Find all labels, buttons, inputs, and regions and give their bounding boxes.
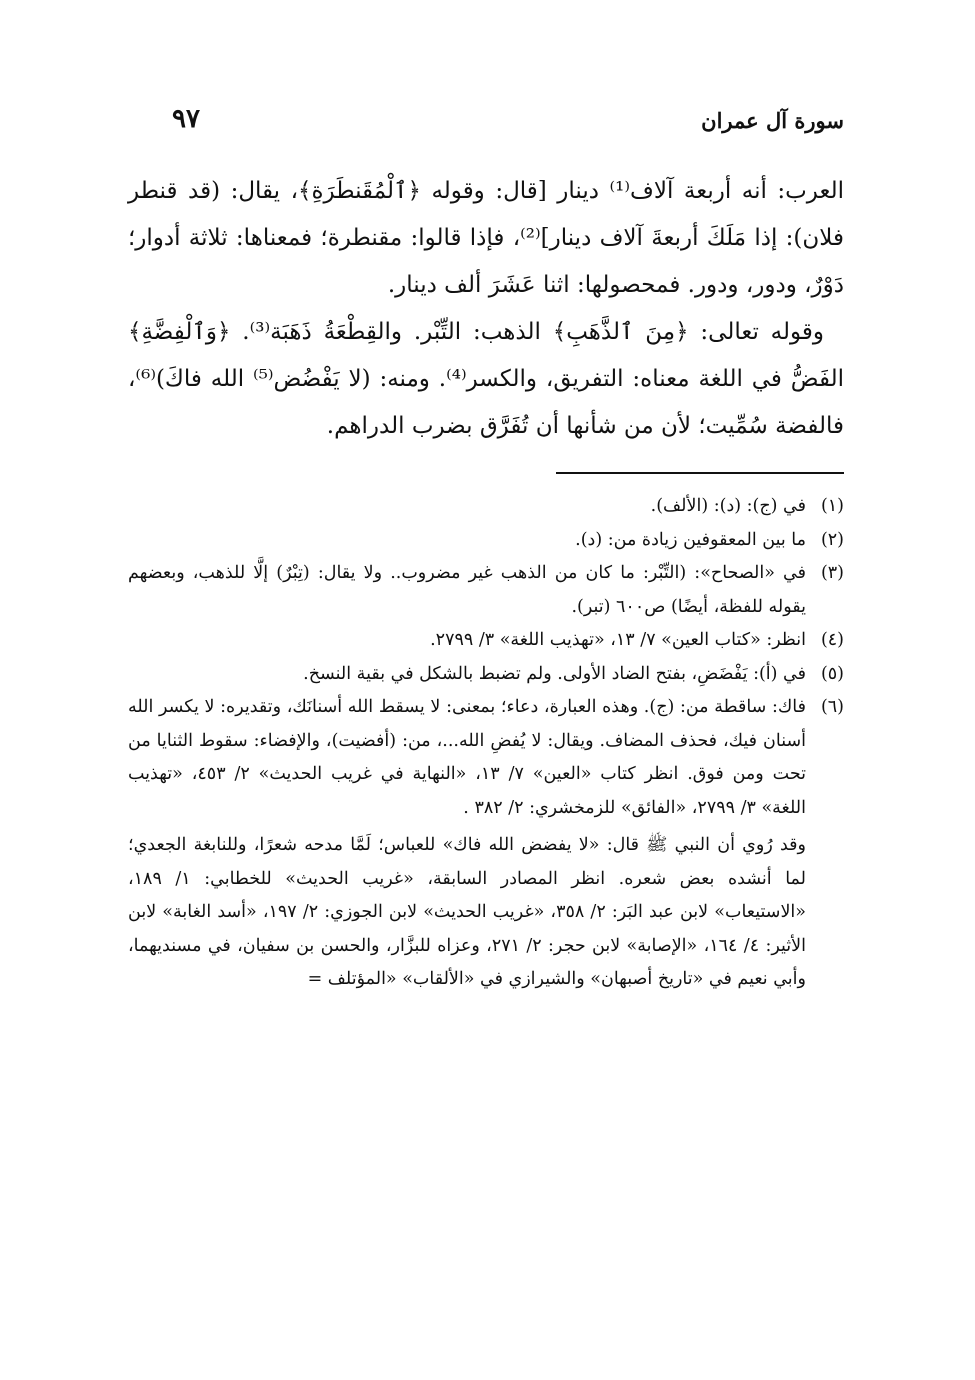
document-page bbox=[128, 100, 844, 997]
footnotes bbox=[128, 490, 844, 997]
page-number: ٩٧ bbox=[172, 104, 200, 134]
footnote-text: في «الصحاح»: (التِّبْر: ما كان من الذهب غير مضروب.. ولا يقال: (تِبْرٌ) إلَّا للذهب، وبعضهم يقوله للفظة، أيضًا) ص٦٠٠ (تبر). bbox=[128, 563, 806, 617]
footnote-item bbox=[128, 691, 844, 825]
footnote-number: (١) bbox=[820, 496, 844, 516]
paragraph: وقوله تعالى: ﴿مِنَ ٱلذَّهَبِ﴾ الذهب: التِّبْر. والقِطْعَةُ ذَهَبَة⁽³⁾. ﴿وَٱلْفِضَّةِ﴾ الفَضُّ في اللغة معناه: التفريق، والكسر⁽⁴⁾. ومنه: (لا يَفْضُض⁽⁵⁾ الله فاكَ)⁽⁶⁾، فالفضة سُمِّيت؛ لأن من شأنها أن تُفَرَّق بضرب الدراهم. bbox=[128, 319, 844, 439]
footnote-number: (٦) bbox=[820, 697, 844, 717]
paragraph: العرب: أنه أربعة آلاف⁽¹⁾ دينار [قال: وقوله ﴿ٱلْمُقَنطَرَةِ﴾، يقال: (قد قنطر فلان): إذا مَلَكَ أربعةَ آلاف دينار]⁽²⁾، فإذا قالوا: مقنطرة؛ فمعناها: ثلاثة أدوار؛ دَوْرٌ، ودور، ودور. فمحصولها: اثنا عَشَرَ ألف دينار. bbox=[128, 178, 844, 298]
footnote-item bbox=[128, 624, 844, 658]
footnote-continuation: وقد رُوي أن النبي ﷺ قال: «لا يفضض الله فاك» للعباس؛ لَمَّا مدحه شعرًا، وللنابغة الجعدي؛ لما أنشده بعض شعره. انظر المصادر السابقة، «غريب الحديث» للخطابي: ١/ ١٨٩، «الاستيعاب» لابن عبد البَر: ٢/ ٣٥٨، «غريب الحديث» لابن الجوزي: ٢/ ١٩٧، «أسد الغابة» لابن الأثير: ٤/ ١٦٤، «الإصابة» لابن حجر: ٢/ ٢٧١، وعزاه للبزَّار، والحسن بن سفيان، في مسنديهما، وأبي نعيم في «تاريخ أصبهان» والشيرازي في «الألقاب» «المؤتلف = bbox=[128, 835, 807, 989]
footnote-number: (٣) bbox=[820, 563, 844, 583]
footnote-item bbox=[128, 658, 844, 692]
footnote-item bbox=[128, 557, 844, 624]
footnote-text: ما بين المعقوفين زيادة من: (د). bbox=[575, 529, 806, 550]
footnote-separator bbox=[556, 472, 844, 474]
footnote-item bbox=[128, 490, 844, 524]
footnote-text: انظر: «كتاب العين» ٧/ ١٣، «تهذيب اللغة» ٣/ ٢٧٩٩. bbox=[430, 630, 806, 650]
footnote-number: (٥) bbox=[820, 663, 844, 684]
footnote-text: في (أ): يَفْضَضِ، بفتح الضاد الأولى. ولم تضبط بالشكل في بقية النسخ. bbox=[303, 663, 806, 684]
footnote-number: (٤) bbox=[820, 630, 844, 650]
main-text bbox=[128, 168, 844, 450]
page-header bbox=[128, 100, 844, 146]
footnote-number: (٢) bbox=[820, 529, 844, 550]
footnote-text: فاك: ساقطة من: (ج). وهذه العبارة، دعاء؛ بمعنى: لا يسقط الله أسنانَك، وتقديره: لا يكسر الله أسنان فيك، فحذف المضاف. ويقال: لا يُفضِ الله...، من: (أفضيت)، والإفضاء: سقوط الثنايا من تحت ومن فوق. انظر كتاب «العين» ٧/ ١٣، «النهاية في غريب الحديث» ٢/ ٤٥٣، «تهذيب اللغة» ٣/ ٢٧٩٩، «الفائق» للزمخشري: ٢/ ٣٨٢ . bbox=[128, 697, 806, 818]
footnote-item bbox=[128, 524, 844, 558]
surah-title: سورة آل عمران bbox=[701, 108, 844, 133]
footnote-text: في (ج): (د): (الألف). bbox=[650, 496, 806, 516]
